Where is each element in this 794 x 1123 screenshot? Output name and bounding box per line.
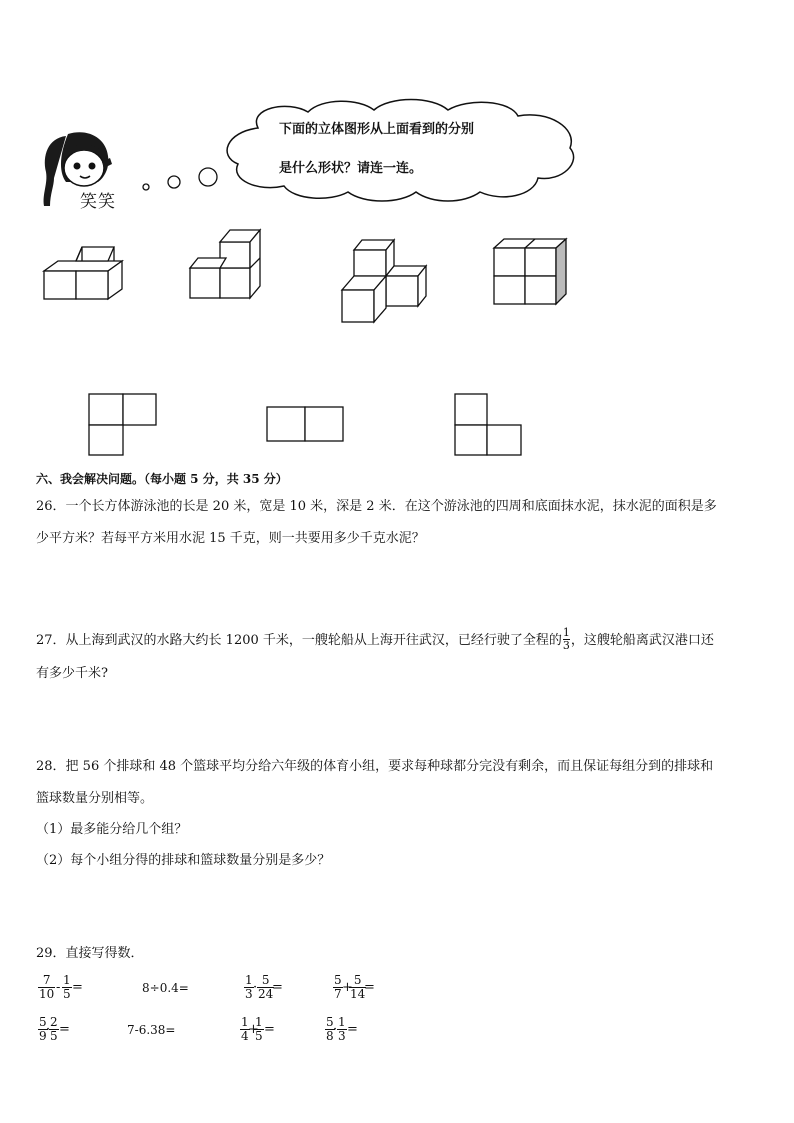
speech-cloud: [218, 98, 580, 204]
q29-r2-b: 7-6.38=: [127, 1023, 176, 1037]
q27-line-2: 有多少千米?: [36, 666, 108, 681]
numerator: 5: [349, 974, 366, 988]
q27-fraction: [563, 627, 570, 652]
top-view-3: [452, 392, 526, 458]
denominator: 9: [39, 1029, 47, 1043]
equals: =: [364, 980, 375, 995]
operator: ·: [253, 980, 258, 995]
solid-figure-3: [338, 236, 430, 326]
top-view-2: [264, 404, 348, 444]
operator: ·: [46, 1022, 51, 1037]
denominator: 3: [245, 987, 253, 1001]
operator: +: [342, 980, 353, 995]
numerator: 1: [245, 973, 253, 987]
q28-sub-1: （1）最多能分给几个组？: [36, 822, 188, 837]
denominator: 24: [258, 987, 274, 1001]
denominator: 8: [326, 1029, 334, 1043]
section-heading: 六、我会解决问题。（每小题 5 分，共 35 分）: [36, 472, 288, 486]
numerator: 1: [241, 1015, 249, 1029]
denominator: 14: [350, 987, 366, 1001]
denominator: 5: [63, 987, 71, 1001]
denominator: 10: [39, 987, 55, 1001]
q29-r2-d-frac2: [337, 1016, 347, 1043]
q27-line-1: [36, 628, 714, 653]
q27-text-after: ，这艘轮船离武汉港口还: [570, 633, 714, 648]
numerator: 5: [326, 1015, 334, 1029]
equals: =: [72, 980, 83, 995]
numerator: 2: [50, 1015, 58, 1029]
q29-r2-c-frac2: [254, 1016, 264, 1043]
operator: ·: [333, 1022, 338, 1037]
numerator: 7: [38, 974, 55, 988]
q29-r1-a-frac2: [62, 974, 72, 1001]
q29-r1-b: 8÷0.4=: [142, 981, 189, 995]
numerator: 5: [39, 1015, 47, 1029]
equals: =: [264, 1022, 275, 1037]
numerator: 1: [255, 1015, 263, 1029]
denominator: 3: [338, 1029, 346, 1043]
numerator: 5: [334, 973, 342, 987]
q27-fraction-den: 3: [562, 639, 570, 652]
solid-figure-2: [186, 224, 266, 304]
solid-figure-4: [490, 236, 572, 308]
denominator: 5: [50, 1029, 58, 1043]
q27-text-before: 27．从上海到武汉的水路大约长 1200 千米，一艘轮船从上海开往武汉，已经行驶了全程的: [36, 633, 562, 648]
denominator: 4: [241, 1029, 249, 1043]
top-view-1: [86, 392, 160, 458]
equals: =: [272, 980, 283, 995]
q29-r1-a-frac1: [38, 974, 55, 1001]
q26-line-2: 少平方米？若每平方米用水泥 15 千克，则一共要用多少千克水泥？: [36, 531, 425, 546]
numerator: 5: [257, 974, 274, 988]
q28-line-2: 篮球数量分别相等。: [36, 791, 154, 806]
q27-fraction-num: 1: [562, 626, 570, 639]
mascot-label: 笑笑: [80, 192, 116, 212]
numerator: 1: [63, 973, 71, 987]
equals: =: [59, 1022, 70, 1037]
denominator: 7: [334, 987, 342, 1001]
q28-line-1: 28．把 56 个排球和 48 个篮球平均分给六年级的体育小组，要求每种球都分完没有剩余，而且保证每组分到的排球和: [36, 759, 714, 774]
solid-figure-1: [40, 243, 126, 305]
numerator: 1: [338, 1015, 346, 1029]
denominator: 5: [255, 1029, 263, 1043]
operator: +: [248, 1022, 259, 1037]
equals: =: [347, 1022, 358, 1037]
q29-r2-a-frac2: [49, 1016, 59, 1043]
operator: -: [56, 980, 61, 995]
q26-line-1: 26．一个长方体游泳池的长是 20 米，宽是 10 米，深是 2 米．在这个游泳池的四周和底面抹水泥，抹水泥的面积是多: [36, 499, 717, 514]
q28-sub-2: （2）每个小组分得的排球和篮球数量分别是多少？: [36, 853, 331, 868]
q29-title: 29．直接写得数．: [36, 946, 144, 961]
bubble-line-1: 下面的立体图形从上面看到的分别: [279, 122, 475, 137]
bubble-line-2: 是什么形状？请连一连。: [279, 161, 423, 176]
thought-dots: [140, 164, 220, 194]
